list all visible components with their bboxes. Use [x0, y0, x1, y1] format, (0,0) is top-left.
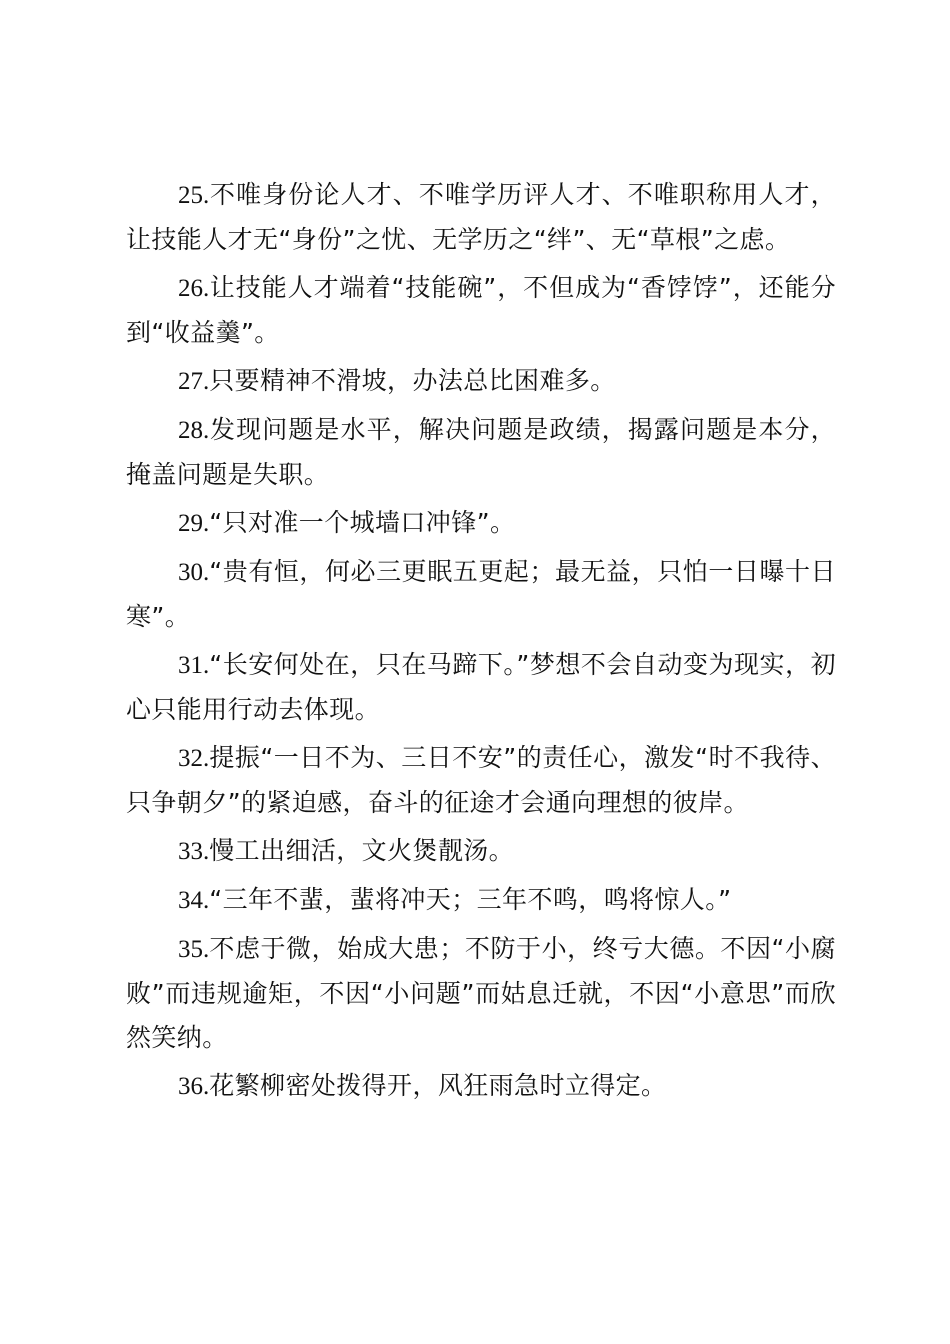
paragraph-number: 26.: [178, 275, 210, 302]
paragraph-number: 33.: [178, 838, 210, 865]
paragraph-28: [126, 408, 836, 497]
paragraph-30: [126, 550, 836, 639]
paragraph-text: 花繁柳密处拨得开，风狂雨急时立得定。: [209, 1071, 667, 1100]
paragraph-27: [126, 359, 836, 404]
paragraph-36: [126, 1064, 836, 1109]
document-body: [126, 173, 836, 1113]
paragraph-text: 只要精神不滑坡，办法总比困难多。: [209, 366, 616, 395]
paragraph-33: [126, 829, 836, 874]
paragraph-text: 慢工出细活，文火煲靓汤。: [209, 836, 515, 865]
paragraph-text: 提振“一日不为、三日不安”的责任心，激发“时不我待、只争朝夕”的紧迫感，奋斗的征途才会通向理想的彼岸。: [126, 743, 836, 817]
paragraph-number: 27.: [178, 368, 210, 395]
paragraph-number: 31.: [178, 652, 210, 679]
paragraph-text: “贵有恒，何必三更眠五更起；最无益，只怕一日曝十日寒”。: [126, 557, 836, 631]
paragraph-number: 32.: [178, 745, 210, 772]
paragraph-text: “只对准一个城墙口冲锋”。: [209, 508, 516, 537]
paragraph-number: 36.: [178, 1073, 210, 1100]
paragraph-text: 不唯身份论人才、不唯学历评人才、不唯职称用人才，让技能人才无“身份”之忧、无学历之“绊”、无“草根”之虑。: [126, 180, 836, 254]
paragraph-number: 29.: [178, 510, 210, 537]
paragraph-34: [126, 878, 836, 923]
paragraph-text: “长安何处在，只在马蹄下。”梦想不会自动变为现实，初心只能用行动去体现。: [126, 650, 836, 724]
paragraph-number: 25.: [178, 182, 210, 209]
paragraph-number: 34.: [178, 887, 210, 914]
paragraph-text: “三年不蜚，蜚将冲天；三年不鸣，鸣将惊人。”: [209, 885, 732, 914]
paragraph-32: [126, 736, 836, 825]
paragraph-35: [126, 927, 836, 1060]
paragraph-number: 35.: [178, 936, 210, 963]
paragraph-29: [126, 501, 836, 546]
paragraph-text: 发现问题是水平，解决问题是政绩，揭露问题是本分，掩盖问题是失职。: [126, 415, 836, 489]
paragraph-31: [126, 643, 836, 732]
paragraph-number: 30.: [178, 559, 210, 586]
paragraph-25: [126, 173, 836, 262]
paragraph-number: 28.: [178, 417, 210, 444]
paragraph-text: 不虑于微，始成大患；不防于小，终亏大德。不因“小腐败”而违规逾矩，不因“小问题”而姑息迁就，不因“小意思”而欣然笑纳。: [126, 934, 836, 1052]
paragraph-text: 让技能人才端着“技能碗”，不但成为“香饽饽”，还能分到“收益羹”。: [126, 273, 836, 347]
paragraph-26: [126, 266, 836, 355]
